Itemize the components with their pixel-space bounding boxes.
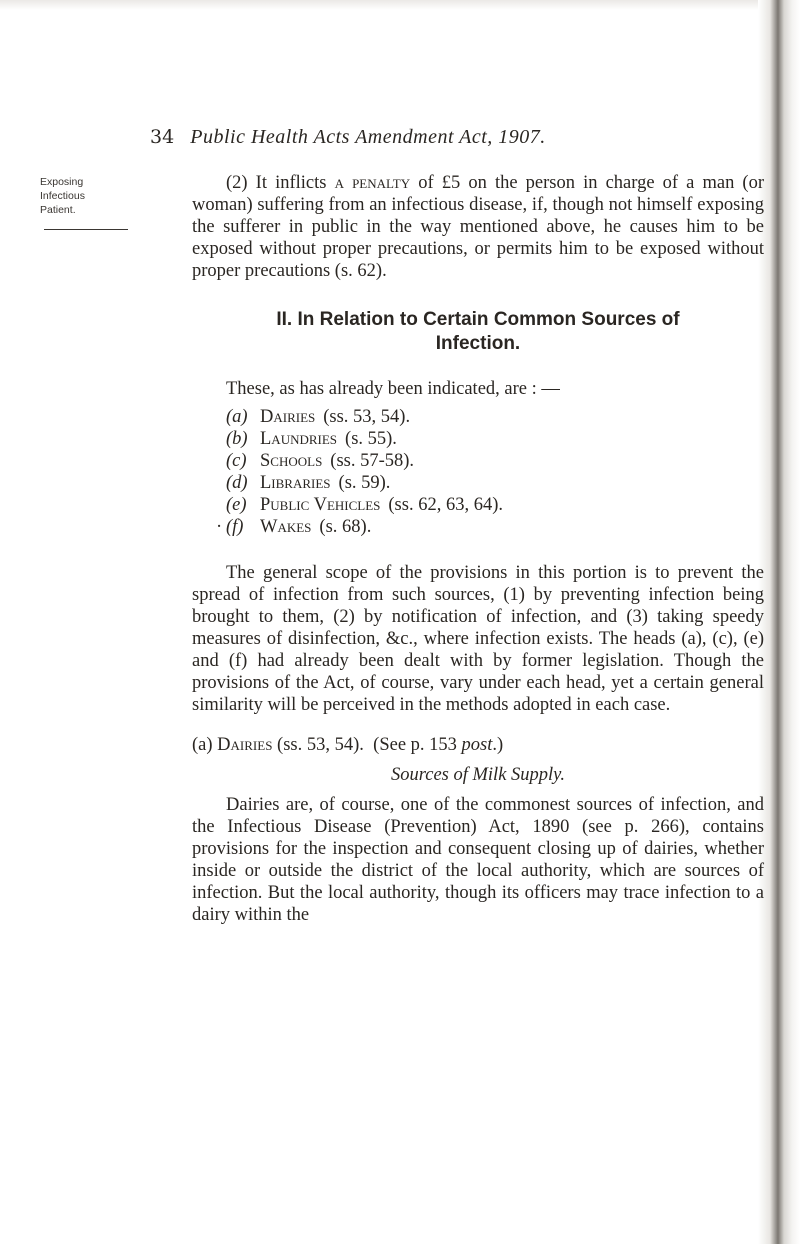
list-item-label: (f) [226,517,244,537]
section-heading [192,308,764,356]
dairies-ref: (ss. 53, 54). [277,735,364,755]
dairies-label: (a) [192,735,213,755]
section-heading-line: Infection. [435,333,521,354]
section-heading-line: II. In Relation to Certain Common Sources of [276,309,680,330]
list-item-label: (a) [226,407,248,427]
list-item-ref: (s. 55). [345,429,397,449]
list-item-ref: (ss. 53, 54). [323,407,411,427]
list-item [226,428,764,450]
list-item-title: Schools [260,451,323,471]
dairies-see: (See p. 153 [373,735,462,755]
list-item-ref: (s. 68). [319,517,372,537]
list-item [226,494,764,516]
intro-line: These, as has already been indicated, are : — [226,379,560,399]
list-item [226,472,764,494]
page-number: 34 [150,126,175,148]
sources-list [216,406,764,538]
penalty-smallcaps: a penalty [334,173,411,193]
list-item [216,516,764,538]
margin-note [40,175,98,217]
list-item-ref: (s. 59). [338,473,391,493]
margin-note-line: Infectious [40,190,85,202]
list-item-label: (c) [226,451,247,471]
list-item-label: (e) [226,495,247,515]
margin-note-line: Exposing [40,176,84,188]
list-item-ref: (ss. 62, 63, 64). [388,495,503,515]
penalty-text-start: (2) It inflicts [226,173,335,193]
list-item-label: (b) [226,429,248,449]
dairies-post: post [461,735,493,755]
dairies-title: Dairies [217,735,273,755]
dairies-paragraph: Dairies are, of course, one of the commonest sources of infection, and the Infectious Disease (Prevention) Act, 1890 (see p. 266), contains provisions for the inspection and consequent closing up of dairies, whether inside or outside the district of the local authority, which are sources of infection. But the local authority, though its officers may trace infection to a dairy within the [192,795,764,925]
penalty-paragraph [192,172,764,282]
margin-note-rule [44,229,128,230]
list-item [226,406,764,428]
list-item-title: Wakes [260,517,312,537]
book-binding [758,0,800,1244]
page-body [192,172,764,926]
list-item [226,450,764,472]
list-item-ref: (ss. 57-58). [330,451,415,471]
page-top-edge [0,0,800,10]
list-item-title: Dairies [260,407,316,427]
running-title: Public Health Acts Amendment Act, 1907. [190,126,546,148]
list-item-title: Public Vehicles [260,495,381,515]
penalty-text-end: of £5 on the person in charge of a man (or woman) suffering from an infectious disease, if, though not himself exposing the sufferer in public in the way mentioned above, he causes him to be exposed without proper precautions, or permits him to be exposed without proper precautions (s. 62). [192,173,764,281]
margin-note-line: Patient. [40,204,76,216]
scope-paragraph: The general scope of the provisions in this portion is to prevent the spread of infection from such sources, (1) by preventing infection being brought to them, (2) by notification of infection, and (3) taking speedy measures of disinfection, &c., where infection exists. The heads (a), (c), (e) and (f) had already been dealt with by former legislation. Though the provisions of the Act, of course, vary under each head, yet a certain general similarity will be perceived in the methods adopted in each case. [192,563,764,715]
list-item-title: Libraries [260,473,331,493]
dairies-close: .) [492,735,504,755]
running-header [150,126,750,149]
dairies-heading [192,734,764,756]
list-bullet: · [216,517,223,537]
sub-caption: Sources of Milk Supply. [390,765,565,785]
list-item-title: Laundries [260,429,338,449]
list-item-label: (d) [226,473,248,493]
